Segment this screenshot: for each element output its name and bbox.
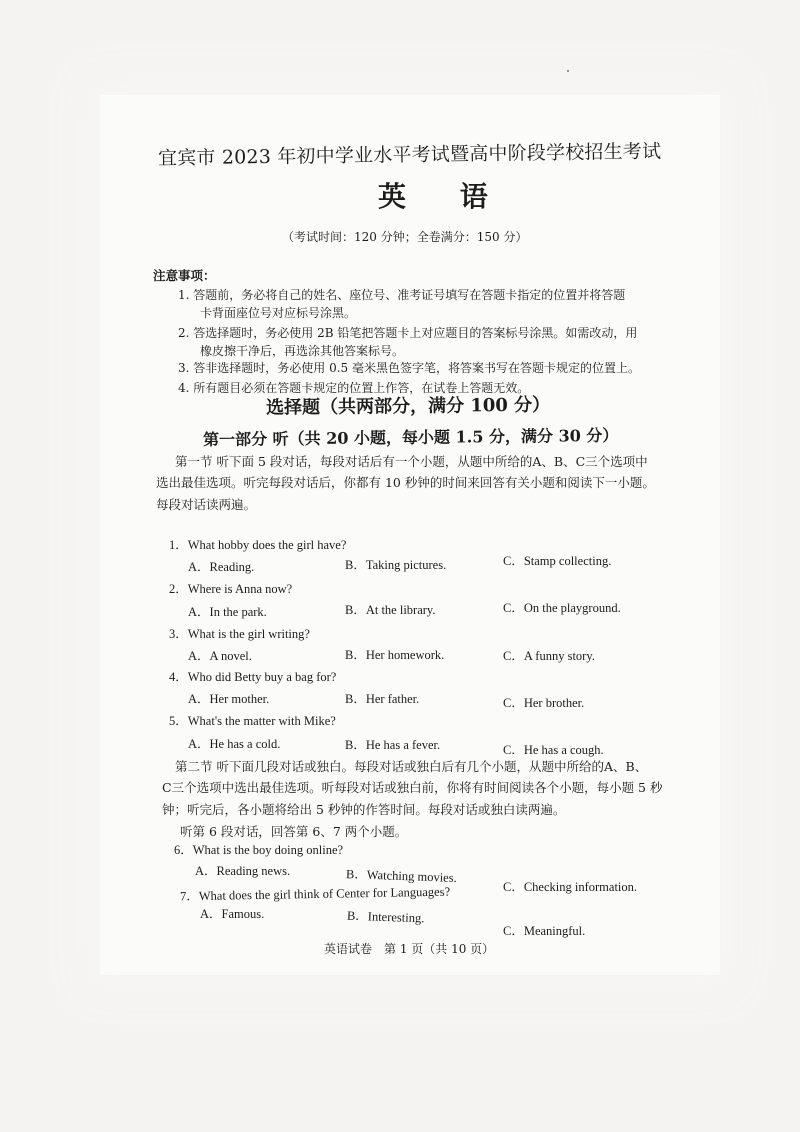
option-c: C．A funny story. — [503, 649, 595, 663]
instruction-line: 钟；听完后，各小题将给出 5 秒钟的作答时间。每段对话或独白读两遍。 — [162, 802, 566, 817]
notice-heading: 注意事项： — [153, 268, 216, 283]
instruction-line: 听第 6 段对话，回答第 6、7 两个小题。 — [180, 824, 408, 839]
exam-title: 宜宾市 2023 年初中学业水平考试暨高中阶段学校招生考试 — [157, 140, 662, 170]
option-b: B．At the library. — [345, 603, 436, 617]
option-a: A．In the park. — [188, 605, 267, 619]
instruction-line: 第二节 听下面几段对话或独白。每段对话或独白后有几个小题，从题中所给的A、B、 — [175, 759, 648, 774]
notice-line: 4. 所有题目必须在答题卡规定的位置上作答，在试卷上答题无效。 — [178, 381, 530, 395]
option-a: A．He has a cold. — [188, 737, 281, 751]
exam-info: （考试时间：120 分钟；全卷满分：150 分） — [282, 230, 528, 244]
option-b: B．Taking pictures. — [345, 558, 447, 572]
option-c: C．Stamp collecting. — [503, 554, 612, 568]
question-text: 7．What does the girl think of Center for Languages? — [179, 884, 451, 904]
option-b: B．Her homework. — [345, 648, 445, 662]
option-c: C．Meaningful. — [503, 924, 586, 938]
notice-line: 卡背面座位号对应标号涂黑。 — [200, 306, 357, 320]
option-b: B．Interesting. — [346, 908, 425, 926]
option-a: A．Famous. — [200, 907, 265, 921]
option-a: A．Reading. — [188, 560, 255, 574]
page-footer: 英语试卷 第 1 页（共 10 页） — [324, 942, 495, 956]
part-title: 第一部分 听（共 20 小题，每小题 1.5 分，满分 30 分） — [202, 425, 619, 450]
option-a: A．Reading news. — [195, 864, 291, 878]
section-title: 选择题（共两部分，满分 100 分） — [265, 394, 551, 419]
question-text: 4．Who did Betty buy a bag for? — [169, 670, 337, 684]
question-text: 3．What is the girl writing? — [169, 627, 310, 641]
option-b: B．Watching movies. — [345, 867, 457, 885]
scan-speck — [567, 70, 569, 72]
question-text: 2．Where is Anna now? — [169, 582, 293, 596]
question-text: 5．What's the matter with Mike? — [169, 714, 336, 728]
notice-line: 橡皮擦干净后，再选涂其他答案标号。 — [200, 344, 405, 358]
question-text: 1．What hobby does the girl have? — [169, 538, 347, 552]
instruction-line: 每段对话读两遍。 — [156, 497, 257, 512]
question-text: 6．What is the boy doing online? — [174, 843, 344, 857]
subject-heading: 英 语 — [378, 180, 510, 213]
option-b: B．He has a fever. — [345, 738, 441, 752]
option-b: B．Her father. — [345, 692, 420, 706]
notice-line: 3. 答非选择题时，务必使用 0.5 毫米黑色签字笔，将答案书写在答题卡规定的位置上。 — [178, 361, 640, 375]
option-c: C．He has a cough. — [503, 743, 604, 757]
option-c: C．Checking information. — [503, 880, 638, 894]
notice-line: 1. 答题前，务必将自己的姓名、座位号、准考证号填写在答题卡指定的位置并将答题 — [178, 288, 626, 302]
notice-line: 2. 答选择题时，务必使用 2B 铅笔把答题卡上对应题目的答案标号涂黑。如需改动，用 — [178, 326, 638, 340]
option-c: C．On the playground. — [503, 601, 621, 615]
instruction-line: 选出最佳选项。听完每段对话后，你都有 10 秒钟的时间来回答有关小题和阅读下一小题。 — [156, 475, 655, 490]
option-a: A．A novel. — [188, 649, 252, 663]
option-c: C．Her brother. — [503, 696, 585, 710]
instruction-line: C三个选项中选出最佳选项。听每段对话或独白前，你将有时间阅读各个小题，每小题 5 秒 — [162, 780, 663, 795]
option-a: A．Her mother. — [188, 692, 270, 706]
instruction-line: 第一节 听下面 5 段对话，每段对话后有一个小题，从题中所给的A、B、C三个选项中 — [175, 454, 648, 469]
